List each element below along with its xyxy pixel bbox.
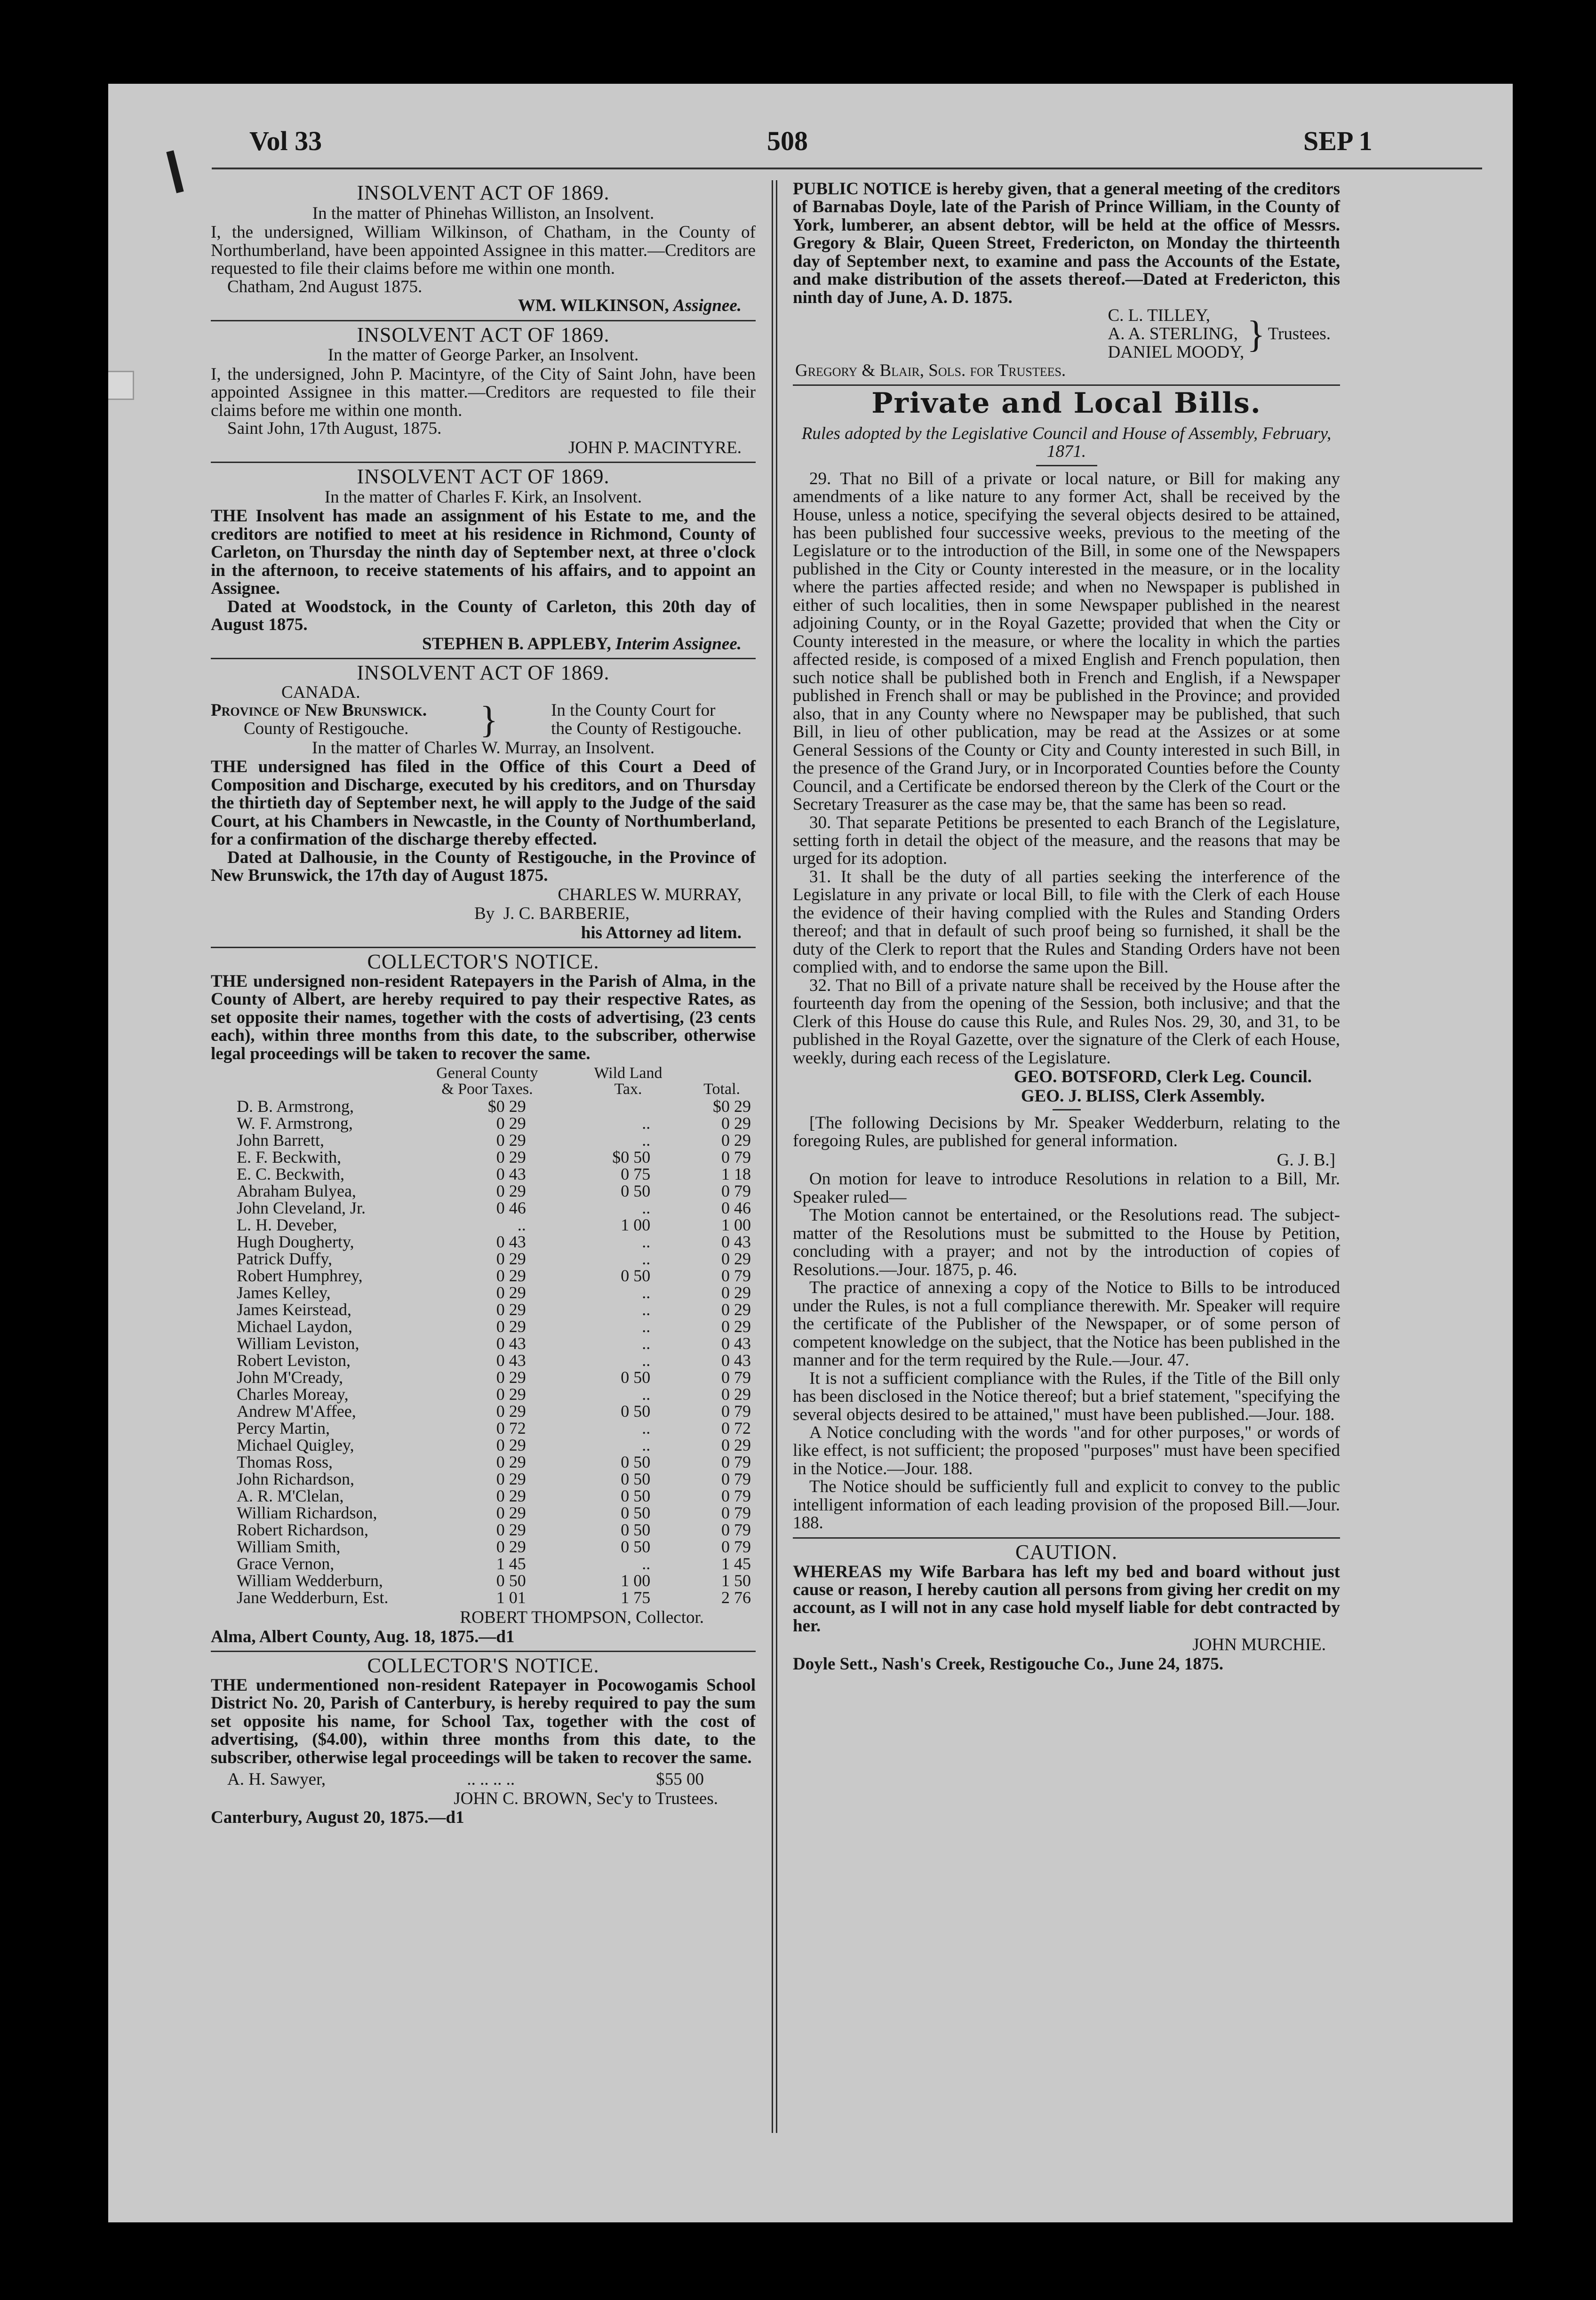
general-cell: 0 29 xyxy=(496,1453,526,1472)
notice-matter: In the matter of Charles F. Kirk, an Insolvent. xyxy=(324,487,642,507)
table-row xyxy=(211,1301,756,1318)
table-row xyxy=(211,1115,756,1132)
col-general-header: General County & Poor Taxes. xyxy=(436,1064,538,1098)
total-cell: 0 79 xyxy=(721,1182,751,1201)
wild-cell: 1 75 xyxy=(621,1588,651,1607)
rule-32: 32. That no Bill of a private nature shall be received by the House after the fourteenth day from the opening of the Session, both inclusive; and that the Clerk of this House do cause this Rule, and Rules Nos. 29, 30, and 31, to be published in the Royal Gazette, over the signature of the Clerk of each House, weekly, during each recess of the Legislature. xyxy=(793,975,1340,1068)
table-row xyxy=(211,1521,756,1538)
attorney-role: his Attorney ad litem. xyxy=(581,923,742,942)
edge-scan-mark xyxy=(108,371,134,400)
insolvent-notice-4 xyxy=(211,662,756,942)
wild-cell: $0 50 xyxy=(612,1148,651,1167)
wild-cell: .. xyxy=(642,1131,651,1150)
ratepayer-name: Andrew M'Affee, xyxy=(237,1402,356,1421)
trustee-name: A. A. STERLING, xyxy=(1108,324,1238,344)
table-row xyxy=(211,1453,756,1470)
general-cell: 0 43 xyxy=(496,1165,526,1184)
right-column xyxy=(793,180,1340,1673)
county-label: County of Restigouche. xyxy=(244,719,409,739)
table-row xyxy=(211,1403,756,1420)
total-cell: 0 29 xyxy=(721,1436,751,1455)
total-cell: 0 79 xyxy=(721,1266,751,1286)
table-row xyxy=(211,1132,756,1149)
ratepayer-name: Charles Moreay, xyxy=(237,1385,349,1404)
attorney-line: By J. C. BARBERIE, xyxy=(474,904,630,924)
wild-cell: .. xyxy=(642,1385,651,1404)
notice-title: INSOLVENT ACT OF 1869. xyxy=(357,661,610,685)
decisions-intro: [The following Decisions by Mr. Speaker Wedderburn, relating to the foregoing Rules, are published for general information. xyxy=(793,1113,1340,1151)
table-row xyxy=(211,1437,756,1453)
notice-dated: Alma, Albert County, Aug. 18, 1875.—d1 xyxy=(211,1627,515,1646)
insolvent-notice-3 xyxy=(211,466,756,653)
table-row xyxy=(211,1216,756,1233)
collector-notice-1 xyxy=(211,951,756,1646)
initials: G. J. B.] xyxy=(1277,1150,1335,1170)
general-cell: 1 01 xyxy=(496,1588,526,1607)
notice-dated: Dated at Woodstock, in the County of Carleton, this 20th day of August 1875. xyxy=(211,597,756,635)
total-cell: 0 79 xyxy=(721,1148,751,1167)
notice-signer: JOHN MURCHIE. xyxy=(1192,1635,1326,1655)
general-cell: 0 29 xyxy=(496,1249,526,1269)
table-row xyxy=(211,1335,756,1352)
short-rule xyxy=(1053,1109,1081,1110)
divider xyxy=(211,320,756,321)
wild-cell xyxy=(568,1098,688,1115)
total-cell: 0 43 xyxy=(721,1351,751,1370)
general-cell: 0 50 xyxy=(496,1571,526,1590)
notice-body: I, the undersigned, John P. Macintyre, of the City of Saint John, have been appointed Assignee in this matter.—Creditors are requested to file their claims before me within one month. xyxy=(211,364,756,420)
notice-dated: Chatham, 2nd August 1875. xyxy=(227,277,423,296)
ratepayer-name: William Wedderburn, xyxy=(237,1571,383,1590)
general-cell: 0 29 xyxy=(496,1114,526,1133)
total-cell: 0 79 xyxy=(721,1486,751,1506)
wild-cell: 0 50 xyxy=(621,1368,651,1387)
notice-dated: Canterbury, August 20, 1875.—d1 xyxy=(211,1808,464,1828)
solicitors-line: Gregory & Blair, Sols. for Trustees. xyxy=(795,360,1066,380)
ratepayer-name: A. R. M'Clelan, xyxy=(237,1486,344,1506)
table-row xyxy=(211,1470,756,1487)
ratepayer-name: D. B. Armstrong, xyxy=(237,1097,354,1116)
rule-31: 31. It shall be the duty of all parties seeking the interference of the Legislature in any private or local Bill, to file with the Clerk of each House the evidence of their having complied with the Rules and Standing Orders thereof; and that in default of such proof being so furnished, it shall be the duty of the Clerk to report that the Rules and Standing Orders have not been complied with, and to endorse the same upon the Bill. xyxy=(793,867,1340,977)
ratepayer-name: W. F. Armstrong, xyxy=(237,1114,353,1133)
column-divider xyxy=(772,180,777,2133)
volume-label: Vol 33 xyxy=(249,126,322,156)
general-cell: 0 29 xyxy=(496,1503,526,1523)
general-cell: 0 29 xyxy=(496,1486,526,1506)
school-tax-row xyxy=(211,1771,756,1789)
general-cell: 0 72 xyxy=(496,1419,526,1438)
col-wild-header: Wild Land Tax. xyxy=(594,1064,662,1098)
trustees-block xyxy=(793,307,1340,362)
leader-dots: .. .. .. .. xyxy=(467,1770,515,1789)
general-cell: 0 29 xyxy=(496,1402,526,1421)
ratepayer-name: Hugh Dougherty, xyxy=(237,1232,354,1252)
collector-notice-2 xyxy=(211,1655,756,1827)
total-cell: 0 79 xyxy=(721,1520,751,1540)
notice-matter: In the matter of George Parker, an Insolvent. xyxy=(327,345,639,365)
col-total-header: Total. xyxy=(703,1080,741,1098)
table-row xyxy=(211,1149,756,1166)
brace-glyph: } xyxy=(479,699,498,741)
general-cell: 0 29 xyxy=(496,1266,526,1286)
total-cell: 1 00 xyxy=(721,1215,751,1235)
rates-table xyxy=(211,1065,756,1606)
total-cell: 0 79 xyxy=(721,1469,751,1489)
general-cell: 0 29 xyxy=(496,1436,526,1455)
general-cell: .. xyxy=(517,1215,526,1235)
table-row xyxy=(211,1572,756,1589)
total-cell: 0 29 xyxy=(721,1131,751,1150)
notice-title: INSOLVENT ACT OF 1869. xyxy=(357,465,610,488)
notice-signer: JOHN P. MACINTYRE. xyxy=(568,438,742,457)
table-row xyxy=(211,1166,756,1182)
table-row xyxy=(211,1284,756,1301)
notice-title: INSOLVENT ACT OF 1869. xyxy=(357,181,610,204)
rule-29: 29. That no Bill of a private or local nature, or Bill for making any amendments of a like nature to any former Act, shall be received by the House, unless a notice, specifying the several objects desired to be attained, has been published four successive weeks, previous to the meeting of the Legislature or to the introduction of the Bill, in some one of the Newspapers published in the City or County interested in the measure, or in the locality where the parties affected reside; and when no Newspaper is published in either of such localities, then in some Newspaper published in the nearest adjoining County, or in the Royal Gazette; provided that when the City or County interested in the measure, or where the locality in which the parties affected reside, is composed of a mixed English and French population, then such notice shall be published both in French and English, if a Newspaper published in French shall or may be published in the Province; and provided also, that in any County where no Newspaper may be published, that such Bill, in lieu of other publication, may be read at the Assizes or at some General Sessions of the County or City and County interested in such Bill, in the presence of the Grand Jury, or in Incorporated Counties before the County Council, and a Certificate be endorsed thereon by the Clerk of the Court or the Secretary Treasurer as the case may be, that the same has been so read. xyxy=(793,469,1340,815)
short-rule xyxy=(1036,465,1097,466)
notice-dated: Dated at Dalhousie, in the County of Restigouche, in the Province of New Brunswick, the 17th day of August 1875. xyxy=(211,847,756,886)
notice-body: I, the undersigned, William Wilkinson, of Chatham, in the County of Northumberland, have been appointed Assignee in this matter.—Creditors are requested to file their claims before me within one month. xyxy=(211,223,756,279)
brace-glyph: } xyxy=(1247,313,1265,355)
wild-cell: 0 50 xyxy=(621,1537,651,1557)
total-cell: 1 18 xyxy=(721,1165,751,1184)
ratepayer-name: William Smith, xyxy=(237,1537,341,1557)
notice-body: THE undersigned has filed in the Office of this Court a Deed of Composition and Discharge, executed by his creditors, and on Thursday the thirtieth day of September next, he will apply to the Judge of the said Court, at his Chambers in Newcastle, in the County of Northumberland, for a confirmation of the discharge thereby effected. xyxy=(211,757,756,849)
wild-cell: 0 50 xyxy=(621,1503,651,1523)
notice-title: CAUTION. xyxy=(1015,1540,1117,1564)
total-cell: 0 79 xyxy=(721,1453,751,1472)
court-label-2: the County of Restigouche. xyxy=(551,719,742,739)
total-cell: 0 29 xyxy=(721,1385,751,1404)
divider xyxy=(211,1651,756,1652)
general-cell: 1 45 xyxy=(496,1554,526,1573)
table-row xyxy=(211,1420,756,1437)
total-cell: 0 79 xyxy=(721,1537,751,1557)
general-cell: 0 29 xyxy=(496,1283,526,1302)
notice-title: COLLECTOR'S NOTICE. xyxy=(367,950,599,974)
table-row xyxy=(211,1369,756,1386)
wild-cell: .. xyxy=(642,1300,651,1319)
ratepayer-name: Robert Leviston, xyxy=(237,1351,351,1370)
collector-signer: JOHN C. BROWN, Sec'y to Trustees. xyxy=(454,1789,718,1808)
total-cell: 0 29 xyxy=(721,1114,751,1133)
payer-name: A. H. Sawyer, xyxy=(227,1770,326,1789)
wild-cell: .. xyxy=(642,1114,651,1133)
ratepayer-name: William Leviston, xyxy=(237,1334,359,1353)
divider xyxy=(793,384,1340,386)
ratepayer-name: James Kelley, xyxy=(237,1283,331,1302)
ratepayer-name: William Richardson, xyxy=(237,1503,377,1523)
clerk-signature: GEO. J. BLISS, Clerk Assembly. xyxy=(1021,1086,1265,1106)
total-cell: 1 45 xyxy=(721,1554,751,1573)
total-cell: 1 50 xyxy=(721,1571,751,1590)
total-cell: 0 46 xyxy=(721,1198,751,1218)
notice-dated: Saint John, 17th August, 1875. xyxy=(227,419,442,439)
court-label-1: In the County Court for xyxy=(551,701,716,720)
divider xyxy=(211,462,756,463)
wild-cell: .. xyxy=(642,1351,651,1370)
total-cell: 0 29 xyxy=(721,1317,751,1336)
wild-cell: 0 75 xyxy=(621,1165,651,1184)
wild-cell: 0 50 xyxy=(621,1453,651,1472)
wild-cell: 1 00 xyxy=(621,1571,651,1590)
general-cell: 0 43 xyxy=(496,1351,526,1370)
notice-title: COLLECTOR'S NOTICE. xyxy=(367,1654,599,1677)
table-row xyxy=(211,1182,756,1199)
newspaper-page xyxy=(108,84,1513,2222)
page-header xyxy=(108,125,1513,163)
wild-cell: .. xyxy=(642,1317,651,1336)
general-cell: 0 43 xyxy=(496,1232,526,1252)
decision-4: It is not a sufficient compliance with the Rules, if the Title of the Bill only has been disclosed in the Notice thereof; but a brief statement, "specifying the several objects desired to be attained," must have been published.—Jour. 188. xyxy=(793,1368,1340,1424)
trustee-name: C. L. TILLEY, xyxy=(1108,306,1211,326)
insolvent-notice-2 xyxy=(211,324,756,457)
wild-cell: .. xyxy=(642,1334,651,1353)
general-cell: 0 29 xyxy=(496,1300,526,1319)
ratepayer-name: Patrick Duffy, xyxy=(237,1249,332,1269)
table-row xyxy=(211,1267,756,1284)
decision-5: A Notice concluding with the words "and for other purposes," or words of like effect, is not sufficient; the proposed "purposes" must have been specified in the Notice.—Jour. 188. xyxy=(793,1422,1340,1478)
table-row xyxy=(211,1352,756,1369)
collector-signer: ROBERT THOMPSON, Collector. xyxy=(460,1608,704,1628)
notice-signer: STEPHEN B. APPLEBY, Interim Assignee. xyxy=(422,634,742,654)
ratepayer-name: Robert Richardson, xyxy=(237,1520,368,1540)
wild-cell: .. xyxy=(642,1554,651,1573)
table-row xyxy=(211,1098,756,1115)
table-row xyxy=(211,1199,756,1216)
ratepayer-name: John Cleveland, Jr. xyxy=(237,1198,366,1218)
wild-cell: 0 50 xyxy=(621,1520,651,1540)
notice-country: CANADA. xyxy=(281,682,360,702)
notice-title: INSOLVENT ACT OF 1869. xyxy=(357,323,610,346)
page-number: 508 xyxy=(767,126,808,156)
total-cell: 0 29 xyxy=(721,1249,751,1269)
ratepayer-name: Michael Quigley, xyxy=(237,1436,354,1455)
rules-intro: Rules adopted by the Legislative Council and House of Assembly, February, 1871. xyxy=(801,423,1332,462)
table-row xyxy=(211,1318,756,1335)
ratepayer-name: Jane Wedderburn, Est. xyxy=(237,1588,389,1607)
section-title: Private and Local Bills. xyxy=(871,387,1261,420)
total-cell: 0 43 xyxy=(721,1334,751,1353)
table-row xyxy=(211,1589,756,1606)
general-cell: 0 29 xyxy=(496,1469,526,1489)
wild-cell: .. xyxy=(642,1198,651,1218)
total-cell: 0 29 xyxy=(721,1300,751,1319)
notice-body: WHEREAS my Wife Barbara has left my bed and board without just cause or reason, I hereby caution all persons from giving her credit on my account, as I will not in any case hold myself liable for debt contracted by her. xyxy=(793,1562,1340,1636)
wild-cell: 0 50 xyxy=(621,1486,651,1506)
decision-3: The practice of annexing a copy of the Notice to Bills to be introduced under the Rules, is not a full compliance therewith. Mr. Speaker will require the certificate of the Publisher of the Newspaper, or of some person of competent knowledge on the subject, that the Notice has been published in the manner and for the term required by the Rule.—Jour. 47. xyxy=(793,1278,1340,1370)
notice-matter: In the matter of Charles W. Murray, an Insolvent. xyxy=(311,738,655,758)
ratepayer-name: Grace Vernon, xyxy=(237,1554,335,1573)
trustee-name: DANIEL MOODY, xyxy=(1108,342,1245,362)
divider xyxy=(211,658,756,659)
total-cell: 0 29 xyxy=(721,1283,751,1302)
public-notice xyxy=(793,180,1340,380)
tax-amount: $55 00 xyxy=(656,1770,704,1789)
general-cell: 0 29 xyxy=(496,1385,526,1404)
trustees-label: Trustees. xyxy=(1268,324,1331,344)
ratepayer-name: E. F. Beckwith, xyxy=(237,1148,342,1167)
notice-body: THE undersigned non-resident Ratepayers in the Parish of Alma, in the County of Albert, are hereby required to pay their respective Rates, as set opposite their names, together with the costs of advertising, (23 cents each), within three months from this date, to the subscriber, otherwise legal proceedings will be taken to recover the same. xyxy=(211,971,756,1063)
general-cell: 0 43 xyxy=(496,1334,526,1353)
total-cell: 0 79 xyxy=(721,1503,751,1523)
notice-body: THE Insolvent has made an assignment of his Estate to me, and the creditors are notified to meet at his residence in Richmond, County of Carleton, on Thursday the ninth day of September next, at three o'clock in the afternoon, to receive statements of his affairs, and to appoint an Assignee. xyxy=(211,506,756,599)
general-cell: $0 29 xyxy=(487,1097,526,1116)
table-row xyxy=(211,1538,756,1555)
general-cell: 0 29 xyxy=(496,1182,526,1201)
ratepayer-name: Michael Laydon, xyxy=(237,1317,352,1336)
notice-matter: In the matter of Phinehas Williston, an Insolvent. xyxy=(312,203,654,223)
table-row xyxy=(211,1504,756,1521)
wild-cell: 0 50 xyxy=(621,1469,651,1489)
caution-notice xyxy=(793,1541,1340,1674)
divider xyxy=(211,947,756,948)
total-cell: 2 76 xyxy=(721,1588,751,1607)
ratepayer-name: Thomas Ross, xyxy=(237,1453,333,1472)
general-cell: 0 29 xyxy=(496,1131,526,1150)
wild-cell: .. xyxy=(642,1232,651,1252)
wild-cell: .. xyxy=(642,1436,651,1455)
ratepayer-name: E. C. Beckwith, xyxy=(237,1165,344,1184)
decision-2: The Motion cannot be entertained, or the Resolutions read. The subject-matter of the Resolutions must be submitted to the House by Petition, concluding with a prayer; and not by the introduction of copies of Resolutions.—Jour. 1875, p. 46. xyxy=(793,1206,1340,1279)
total-cell: $0 29 xyxy=(713,1097,751,1116)
general-cell: 0 29 xyxy=(496,1537,526,1557)
notice-signer: WM. WILKINSON, Assignee. xyxy=(518,296,742,316)
general-cell: 0 29 xyxy=(496,1368,526,1387)
notice-signer: CHARLES W. MURRAY, xyxy=(558,885,742,904)
general-cell: 0 29 xyxy=(496,1520,526,1540)
insolvent-notice-1 xyxy=(211,182,756,315)
general-cell: 0 29 xyxy=(496,1148,526,1167)
ratepayer-name: L. H. Deveber, xyxy=(237,1215,337,1235)
ratepayer-name: Percy Martin, xyxy=(237,1419,330,1438)
ratepayer-name: Abraham Bulyea, xyxy=(237,1182,356,1201)
total-cell: 0 79 xyxy=(721,1368,751,1387)
total-cell: 0 72 xyxy=(721,1419,751,1438)
notice-dated: Doyle Sett., Nash's Creek, Restigouche Co., June 24, 1875. xyxy=(793,1654,1224,1674)
total-cell: 0 43 xyxy=(721,1232,751,1252)
province-label: Province of New Brunswick. xyxy=(211,701,427,720)
divider xyxy=(793,1537,1340,1539)
wild-cell: .. xyxy=(642,1249,651,1269)
wild-cell: 0 50 xyxy=(621,1402,651,1421)
table-row xyxy=(211,1386,756,1403)
jurisdiction-block xyxy=(211,699,756,741)
clerk-signature: GEO. BOTSFORD, Clerk Leg. Council. xyxy=(1013,1067,1312,1087)
wild-cell: .. xyxy=(642,1283,651,1302)
wild-cell: 1 00 xyxy=(621,1215,651,1235)
wild-cell: 0 50 xyxy=(621,1266,651,1286)
notice-body: PUBLIC NOTICE is hereby given, that a general meeting of the creditors of Barnabas Doyle, late of the Parish of Prince William, in the County of York, lumberer, an absent debtor, will be held at the office of Messrs. Gregory & Blair, Queen Street, Fredericton, on Monday the thirteenth day of September next, to examine and pass the Accounts of the Estate, and make distribution of the assets thereof.—Dated at Fredericton, this ninth day of June, A. D. 1875. xyxy=(793,179,1340,307)
general-cell: 0 46 xyxy=(496,1198,526,1218)
total-cell: 0 79 xyxy=(721,1402,751,1421)
private-bills-section xyxy=(793,389,1340,1533)
ratepayer-name: James Keirstead, xyxy=(237,1300,351,1319)
table-row xyxy=(211,1555,756,1572)
table-row xyxy=(211,1250,756,1267)
ratepayer-name: John Barrett, xyxy=(237,1131,324,1150)
left-column xyxy=(211,180,756,1827)
decision-1: On motion for leave to introduce Resolutions in relation to a Bill, Mr. Speaker ruled— xyxy=(793,1169,1340,1207)
notice-body: THE undermentioned non-resident Ratepayer in Pocowogamis School District No. 20, Parish of Canterbury, is hereby required to pay the sum set opposite his name, for School Tax, together with the cost of advertising, ($4.00), within three months from this date, to the subscriber, otherwise legal proceedings will be taken to recover the same. xyxy=(211,1675,756,1767)
issue-date: SEP 1 xyxy=(1303,126,1373,156)
decision-6: The Notice should be sufficiently full and explicit to convey to the public intelligent information of each leading provision of the proposed Bill.—Jour. 188. xyxy=(793,1477,1340,1533)
ratepayer-name: John M'Cready, xyxy=(237,1368,343,1387)
ratepayer-name: Robert Humphrey, xyxy=(237,1266,363,1286)
table-row xyxy=(211,1487,756,1504)
wild-cell: 0 50 xyxy=(621,1182,651,1201)
header-rule xyxy=(212,168,1482,169)
ratepayer-name: John Richardson, xyxy=(237,1469,354,1489)
table-row xyxy=(211,1233,756,1250)
rule-30: 30. That separate Petitions be presented to each Branch of the Legislature, setting forth in detail the object of the measure, and the reasons that may be urged for its adoption. xyxy=(793,813,1340,869)
wild-cell: .. xyxy=(642,1419,651,1438)
general-cell: 0 29 xyxy=(496,1317,526,1336)
